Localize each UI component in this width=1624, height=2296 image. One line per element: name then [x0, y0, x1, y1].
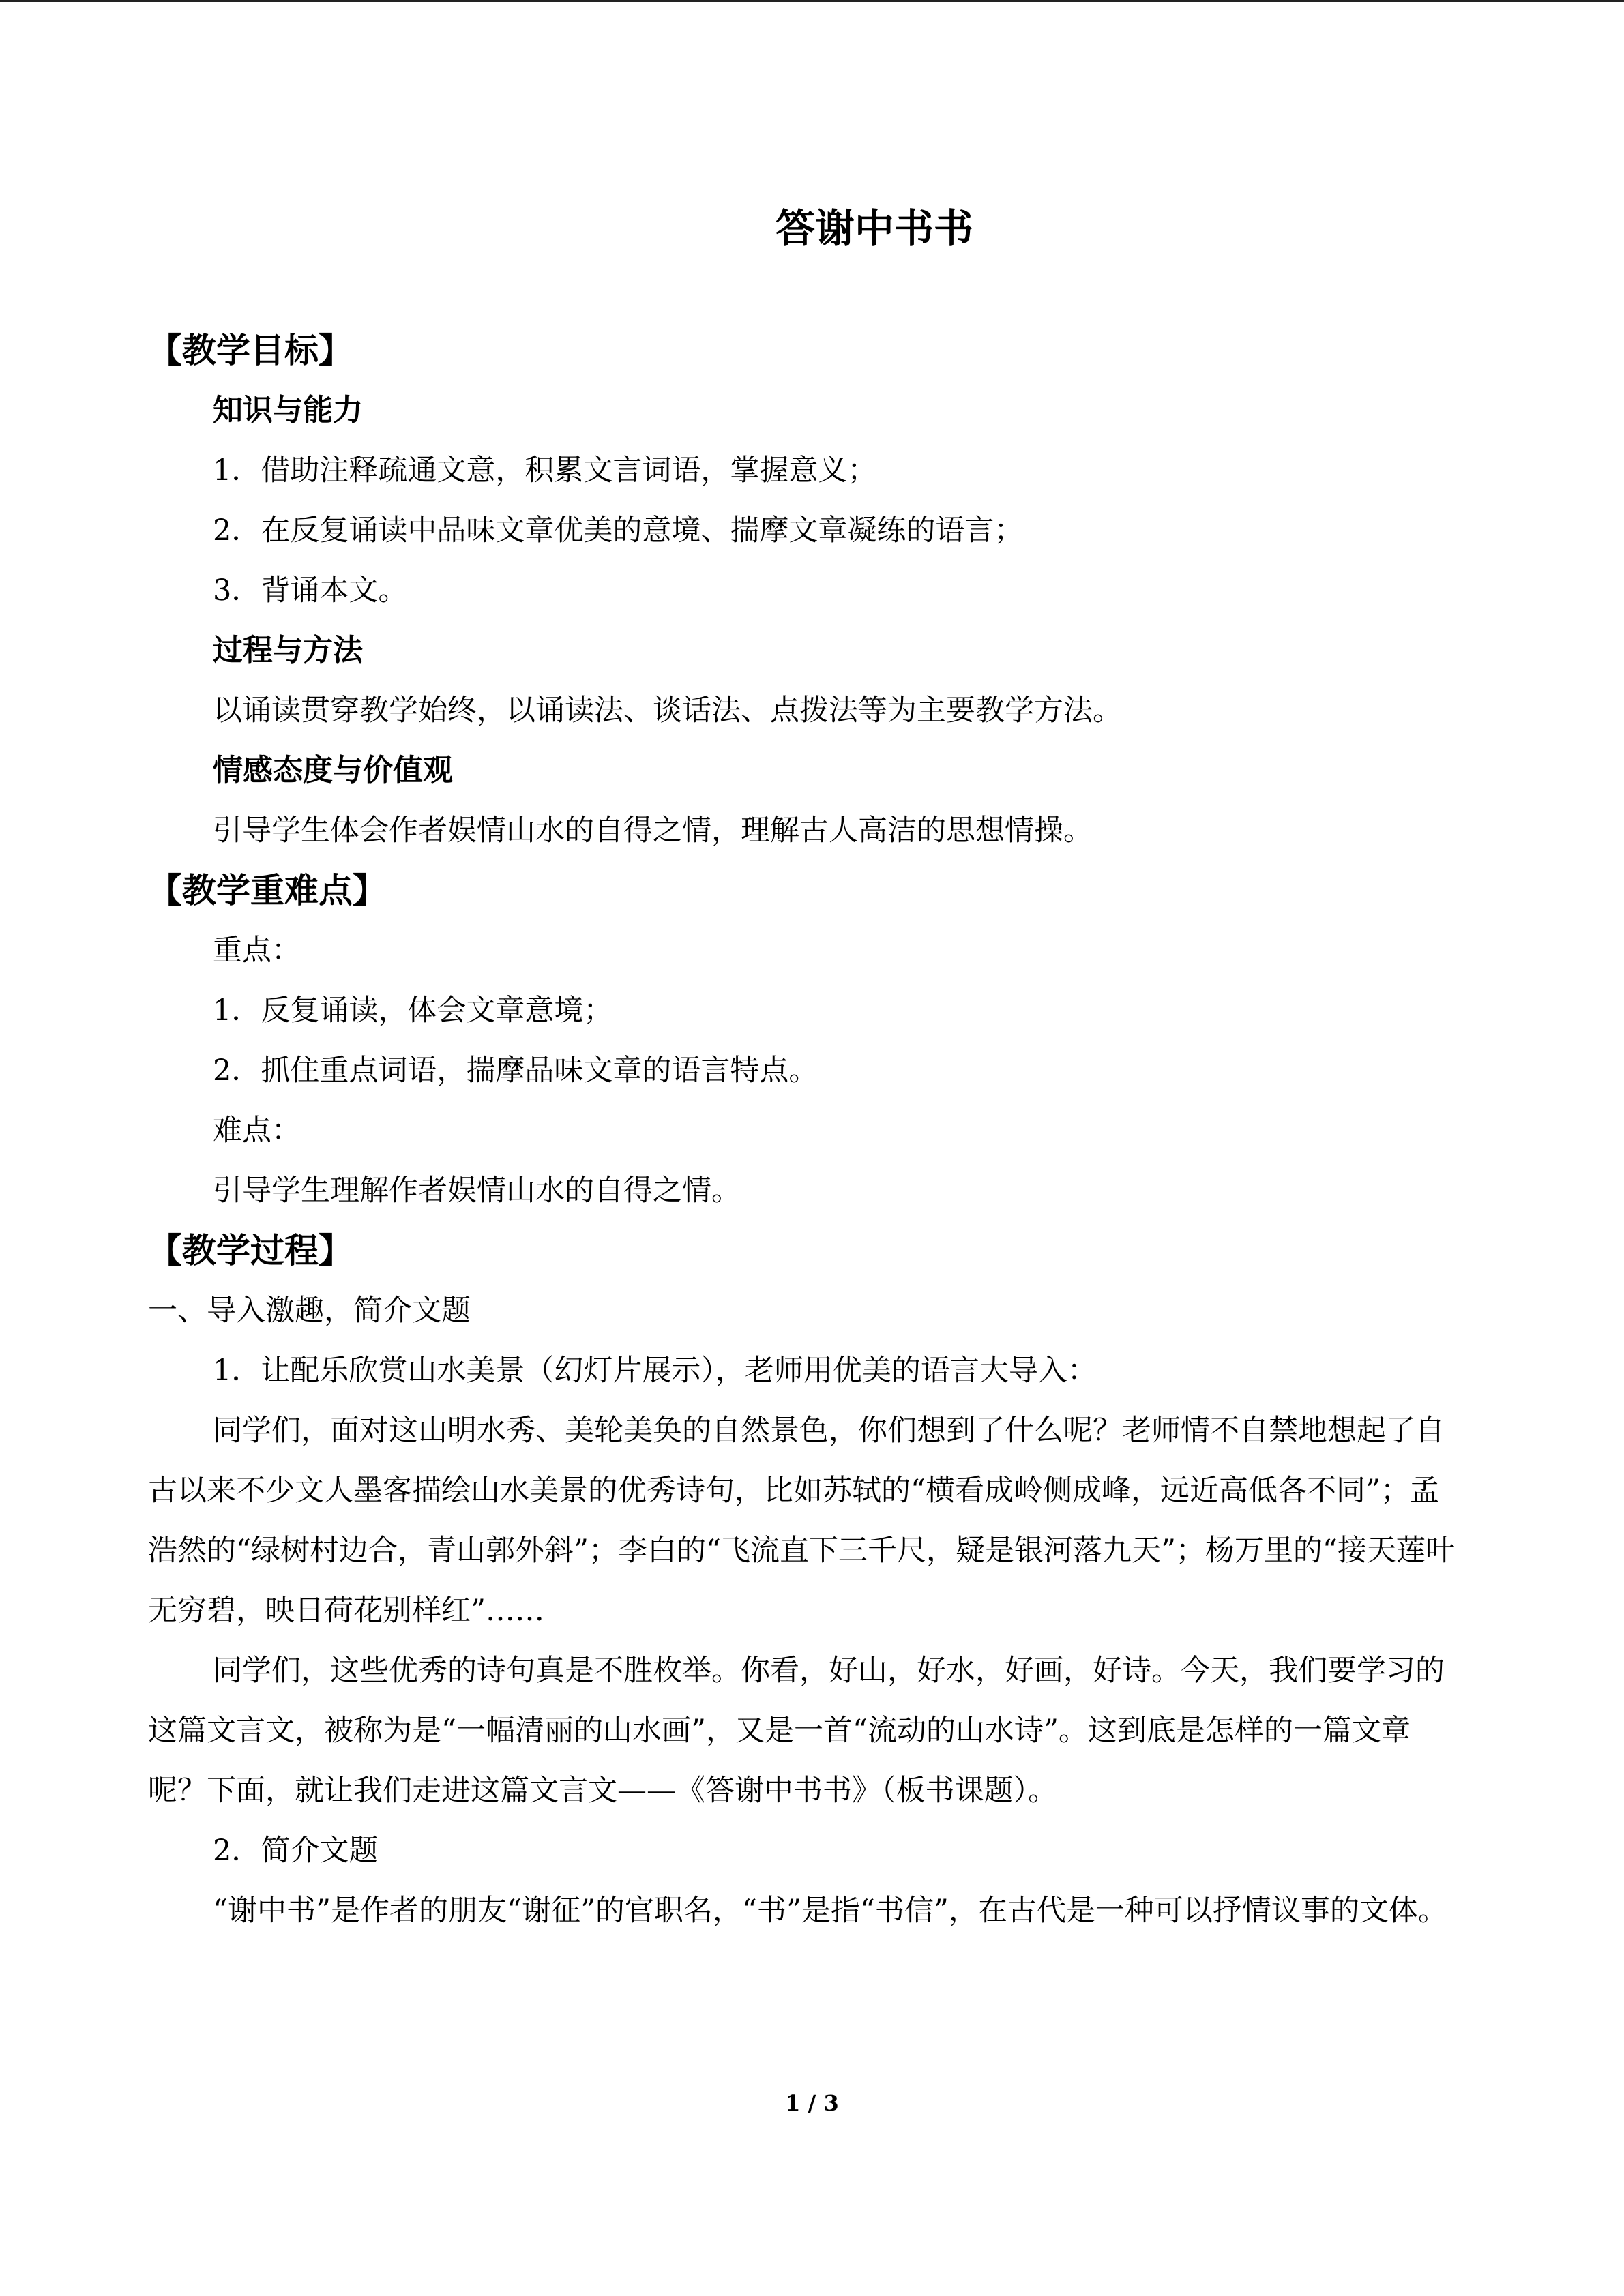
knowledge-item-3: 3．背诵本文。	[213, 573, 408, 608]
title-explanation-paragraph: “谢中书”是作者的朋友“谢征”的官职名，“书”是指“书信”，在古代是一种可以抒情议事的文体。	[213, 1894, 1447, 1928]
document-title: 答谢中书书	[775, 205, 973, 252]
key-points-heading: 【教学重难点】	[148, 871, 387, 910]
page-number: 1 / 3	[785, 2090, 839, 2116]
step1-title: 一、导入激趣，简介文题	[148, 1294, 471, 1328]
process-method-heading: 过程与方法	[213, 633, 363, 668]
intro-paragraph-2: 同学们，这些优秀的诗句真是不胜枚举。你看，好山，好水，好画，好诗。今天，我们要学习的这篇文言文，被称为是“一幅清丽的山水画”，又是一首“流动的山水诗”。这到底是怎样的一篇文章呢？下面，就让我们走进这篇文言文——《答谢中书书》（板书课题）。	[148, 1654, 1445, 1808]
step1-item1: 1．让配乐欣赏山水美景（幻灯片展示），老师用优美的语言大导入：	[213, 1354, 1097, 1388]
focus-item-2: 2．抓住重点词语，揣摩品味文章的语言特点。	[213, 1054, 818, 1088]
page-top-border	[0, 0, 1624, 2]
focus-label: 重点：	[213, 934, 301, 968]
objectives-heading: 【教学目标】	[148, 331, 353, 370]
process-heading: 【教学过程】	[148, 1231, 353, 1270]
intro-paragraph-1: 同学们，面对这山明水秀、美轮美奂的自然景色，你们想到了什么呢？老师情不自禁地想起了自古以来不少文人墨客描绘山水美景的优秀诗句，比如苏轼的“横看成岭侧成峰，远近高低各不同”；孟浩然的“绿树村边合，青山郭外斜”；李白的“飞流直下三千尺，疑是银河落九天”；杨万里的“接天莲叶无穷碧，映日荷花别样红”……	[148, 1414, 1455, 1628]
knowledge-heading: 知识与能力	[213, 393, 363, 428]
focus-item-1: 1．反复诵读，体会文章意境；	[213, 994, 613, 1028]
emotion-text: 引导学生体会作者娱情山水的自得之情，理解古人高洁的思想情操。	[213, 814, 1093, 848]
knowledge-item-1: 1．借助注释疏通文意，积累文言词语，掌握意义；	[213, 453, 877, 488]
emotion-heading: 情感态度与价值观	[213, 753, 453, 788]
step1-item2: 2．简介文题	[213, 1834, 379, 1868]
knowledge-item-2: 2．在反复诵读中品味文章优美的意境、揣摩文章凝练的语言；	[213, 513, 1024, 548]
difficulty-text: 引导学生理解作者娱情山水的自得之情。	[213, 1174, 741, 1208]
difficulty-label: 难点：	[213, 1114, 301, 1148]
process-method-text: 以诵读贯穿教学始终，以诵读法、谈话法、点拨法等为主要教学方法。	[213, 694, 1122, 728]
document-page	[148, 198, 1458, 1941]
